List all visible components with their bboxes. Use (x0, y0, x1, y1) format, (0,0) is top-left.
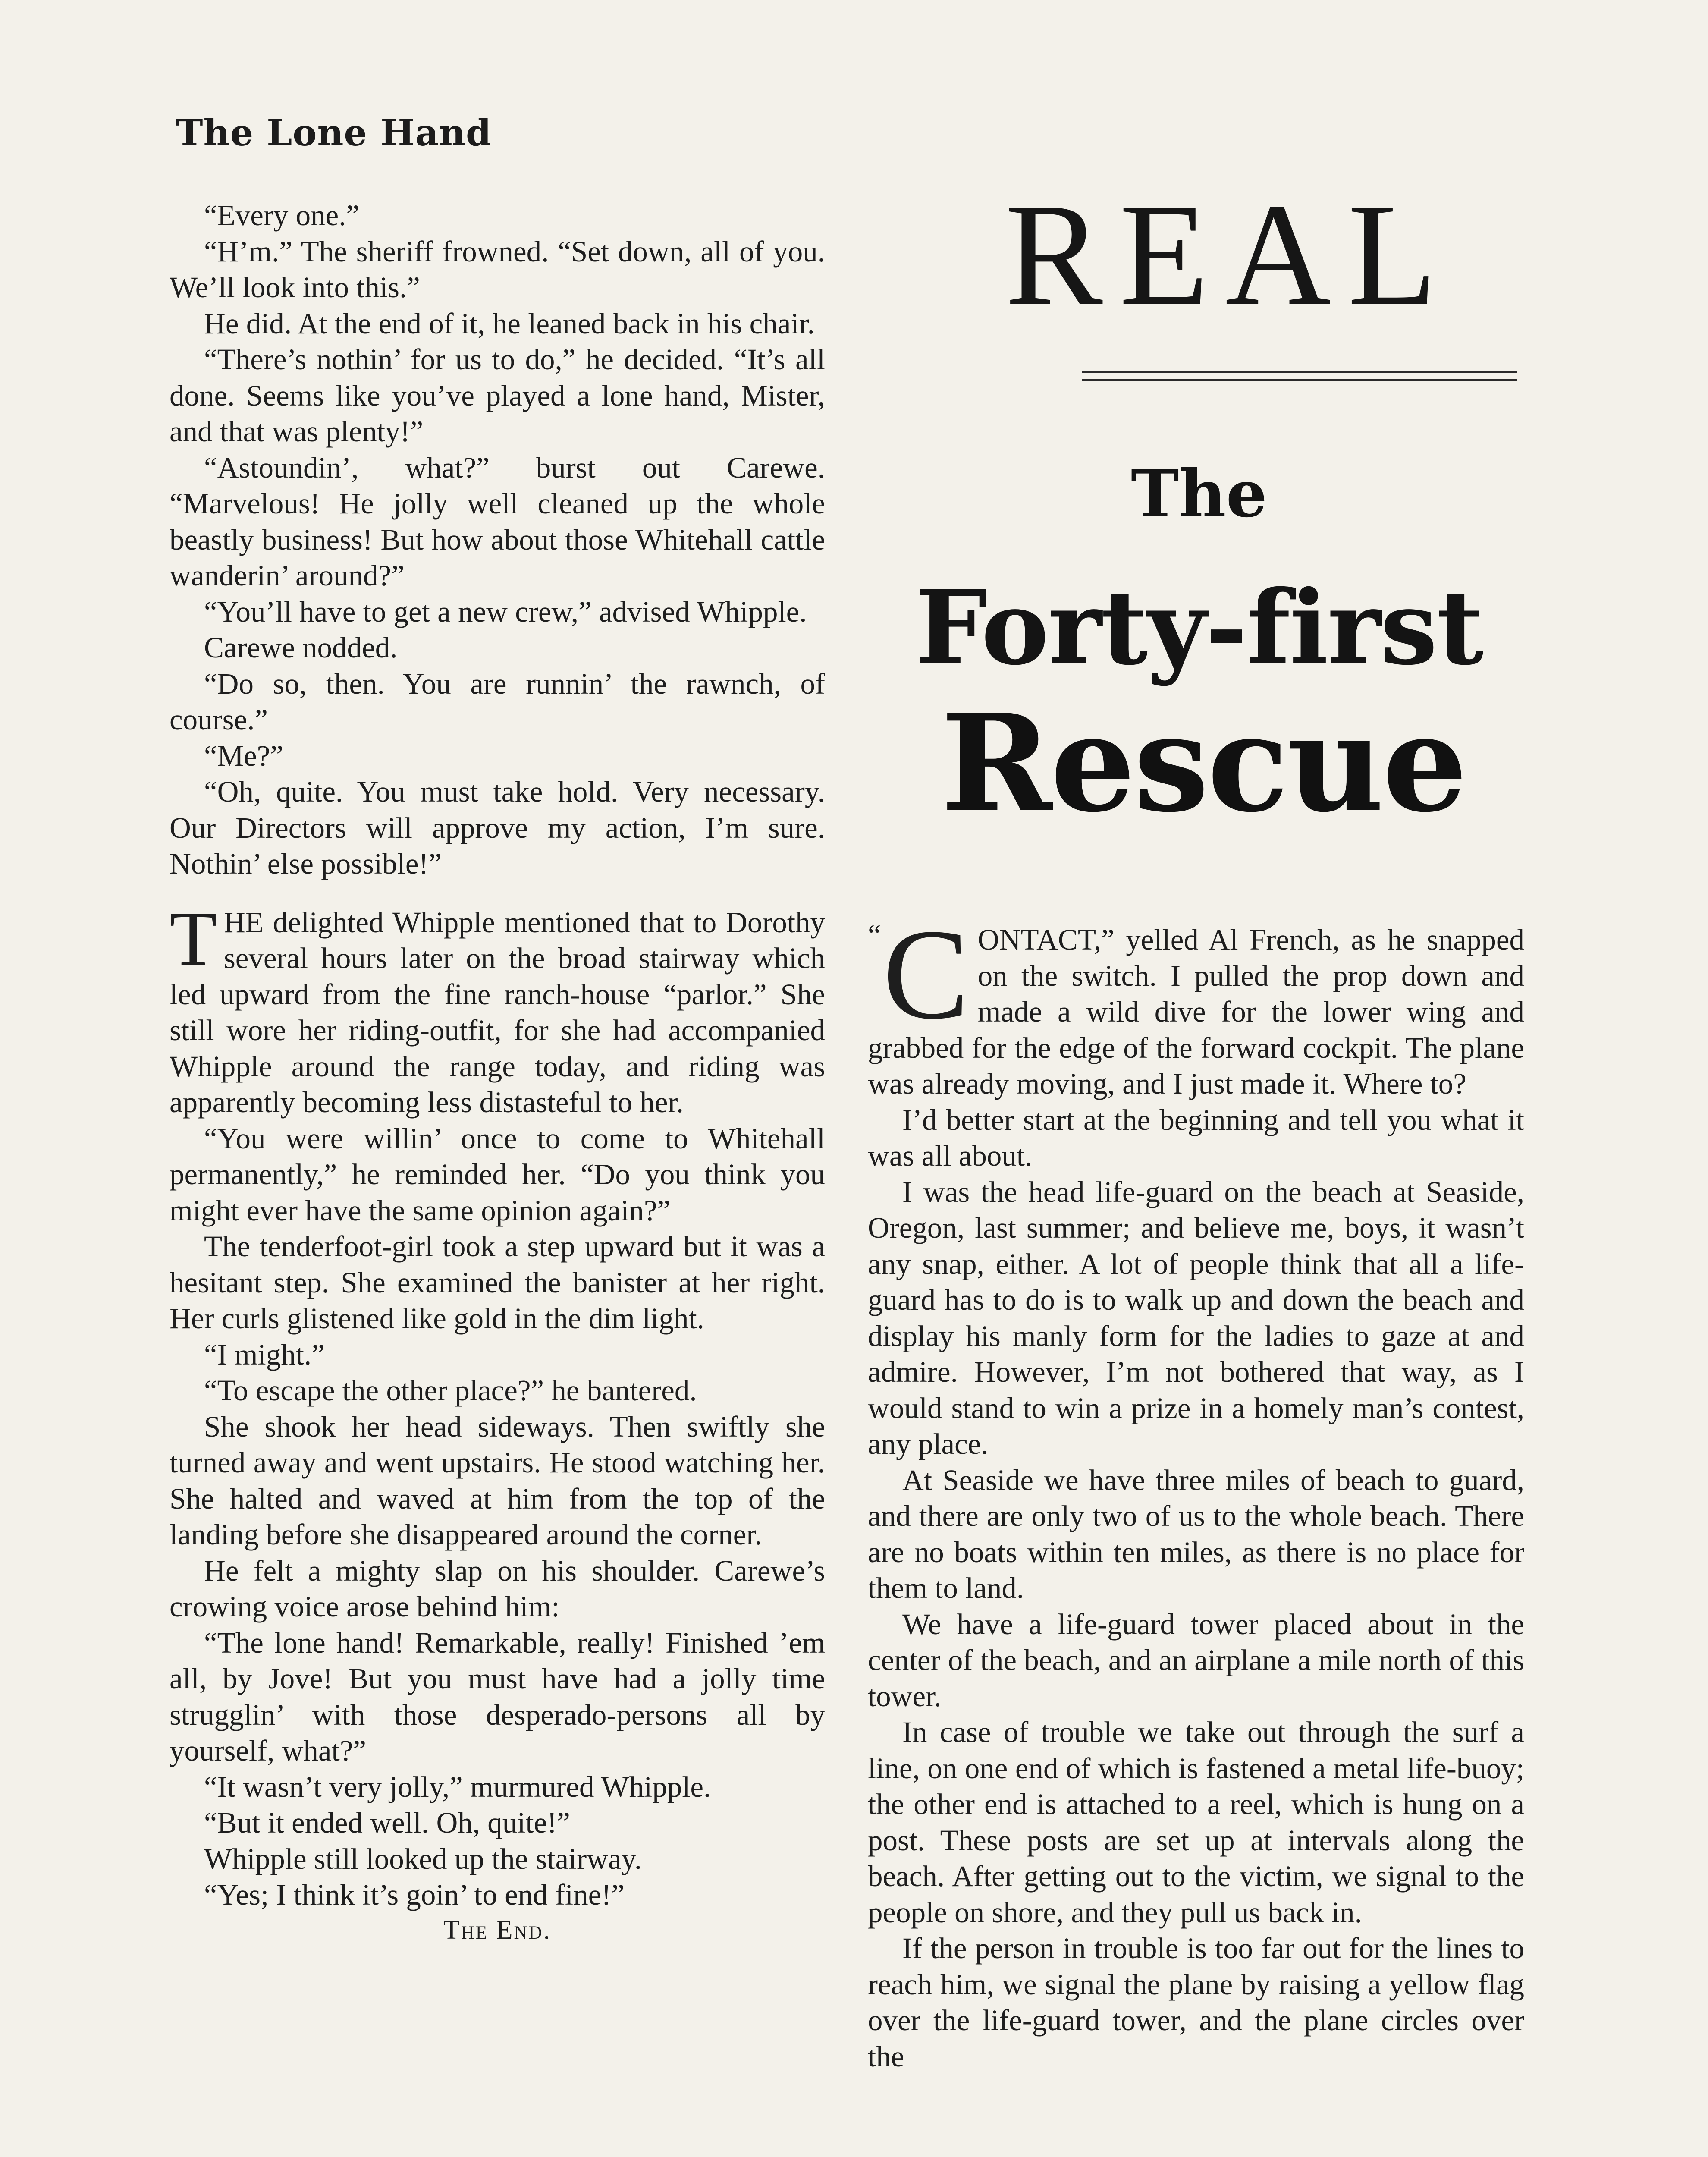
department-heading: REAL (1005, 173, 1454, 336)
paragraph: Whipple still looked up the stairway. (204, 1842, 642, 1875)
story-title-the: The (1130, 456, 1268, 532)
paragraph: “The lone hand! Remarkable, really! Finished ’em all, by Jove! But you must have had a jolly time strugglin’ with those desperado-persons all by yourself, what?” (170, 1626, 825, 1767)
paragraph: At Seaside we have three miles of beach to guard, and there are only two of us to the whole beach. There are no boats within ten miles, as there is no place for them to land. (868, 1463, 1524, 1604)
paragraph: In case of trouble we take out through the surf a line, on one end of which is fastened a metal life-buoy; the other end is attached to a reel, which is hung on a post. These posts are set up at intervals along the beach. After getting out to the victim, we signal to the people on shore, and they pull us back in. (868, 1716, 1524, 1929)
paragraph: I was the head life-guard on the beach at Seaside, Oregon, last summer; and believe me, boys, it wasn’t any snap, either. A lot of people think that all a life-guard has to do is to walk up and down the beach and display his manly form for the ladies to gaze at and admire. However, I’m not bothered that way, as I would stand to win a prize in a homely man’s contest, any place. (868, 1175, 1524, 1460)
paragraph: The tenderfoot-girl took a step upward but it was a hesitant step. She examined the banister at her right. Her curls glistened like gold in the dim light. (170, 1230, 825, 1335)
paragraph: Carewe nodded. (204, 631, 398, 664)
section-opening-paragraph (170, 895, 825, 1121)
paragraph: “Every one.” (204, 199, 360, 232)
paragraph: “You were willin’ once to come to Whitehall permanently,” he reminded her. “Do you think you might ever have the same opinion again?” (170, 1122, 825, 1227)
paragraph: “To escape the other place?” he bantered. (204, 1374, 697, 1407)
paragraph: “It wasn’t very jolly,” murmured Whipple. (204, 1770, 711, 1803)
opening-quote: “ (868, 918, 881, 951)
paragraph: “I might.” (204, 1338, 325, 1371)
drop-cap: T (170, 895, 217, 981)
paragraph: “H’m.” The sheriff frowned. “Set down, all of you. We’ll look into this.” (170, 235, 825, 304)
story-start-column (868, 902, 1524, 2075)
paragraph: We have a life-guard tower placed about in the center of the beach, and an airplane a mile north of this tower. (868, 1607, 1524, 1713)
paragraph-text: ONTACT,” yelled Al French, as he snapped on the switch. I pulled the prop down and made a wild dive for the lower wing and grabbed for the edge of the forward cockpit. The plane was already moving, and I just made it. Where to? (868, 923, 1524, 1100)
double-rule-bottom (1082, 379, 1517, 381)
story-title-forty-first: Forty-first (915, 568, 1483, 688)
paragraph: “You’ll have to get a new crew,” advised Whipple. (204, 595, 807, 628)
story-opening-paragraph (868, 902, 1524, 1102)
paragraph: “Me?” (204, 739, 283, 772)
paragraph: She shook her head sideways. Then swiftly she turned away and went upstairs. He stood watching her. She halted and waved at him from the top of the landing before she disappeared around the corner. (170, 1410, 825, 1551)
paragraph: “Oh, quite. You must take hold. Very necessary. Our Directors will approve my action, I’m sure. Nothin’ else possible!” (170, 775, 825, 880)
paragraph: If the person in trouble is too far out for the lines to reach him, we signal the plane by raising a yellow flag over the life-guard tower, and the plane circles over the (868, 1932, 1524, 2073)
paragraph: I’d better start at the beginning and tell you what it was all about. (868, 1103, 1524, 1172)
drop-cap: C (882, 902, 969, 1046)
paragraph: “Do so, then. You are runnin’ the rawnch, of course.” (170, 667, 825, 736)
paragraph: “There’s nothin’ for us to do,” he decided. “It’s all done. Seems like you’ve played a lone hand, Mister, and that was plenty!” (170, 343, 825, 448)
story-ending-column (170, 198, 825, 1945)
story-title-rescue: Rescue (941, 685, 1466, 842)
paragraph: “Astoundin’, what?” burst out Carewe. “Marvelous! He jolly well cleaned up the whole beastly business! But how about those Whitehall cattle wanderin’ around?” (170, 451, 825, 592)
paragraph: “But it ended well. Oh, quite!” (204, 1806, 570, 1839)
paragraph: “Yes; I think it’s goin’ to end fine!” (204, 1878, 625, 1911)
paragraph-text: HE delighted Whipple mentioned that to Dorothy several hours later on the broad stairway which led upward from the fine ranch-house “parlor.” She still wore her riding-outfit, for she had accompanied Whipple around the range today, and riding was apparently becoming less distasteful to her. (170, 906, 825, 1119)
paragraph: He did. At the end of it, he leaned back in his chair. (204, 307, 815, 340)
running-head: The Lone Hand (176, 111, 492, 154)
the-end-marker: The End. (443, 1915, 552, 1945)
double-rule-top (1082, 371, 1517, 373)
paragraph: He felt a mighty slap on his shoulder. Carewe’s crowing voice arose behind him: (170, 1554, 825, 1623)
